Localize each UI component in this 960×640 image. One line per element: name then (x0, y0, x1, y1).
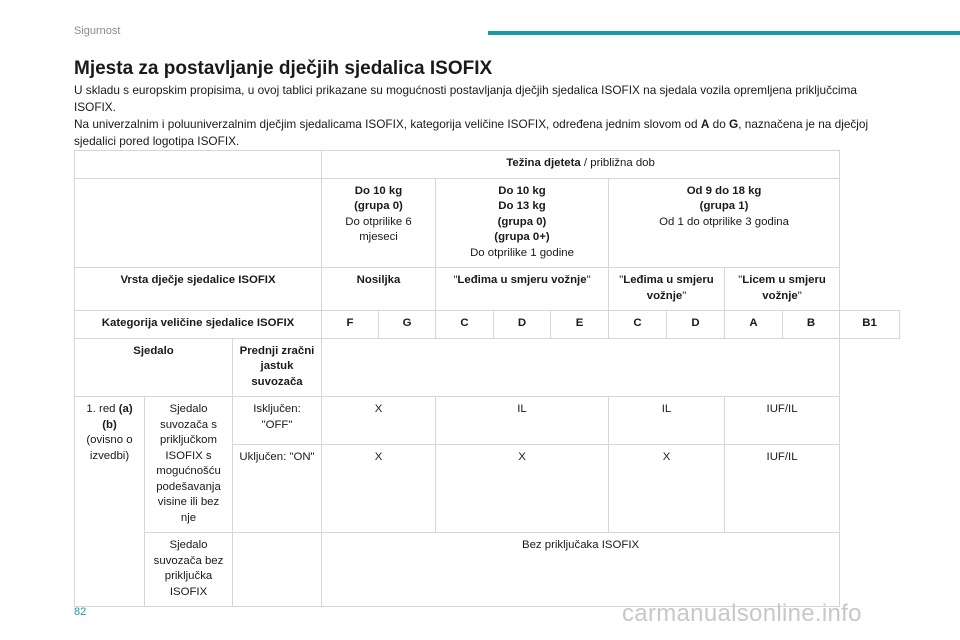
size-label: Kategorija veličine sjedalice ISOFIX (75, 311, 322, 339)
value-cell: X (609, 445, 725, 533)
note-a: (a) (118, 403, 133, 415)
table-row (75, 397, 900, 445)
page-title: Mjesta za postavljanje dječjih sjedalica ISOFIX (74, 58, 493, 79)
value-cell: IL (436, 397, 609, 445)
value-cell: X (322, 397, 436, 445)
group-cell-1 (436, 178, 609, 268)
value-cell: X (322, 445, 436, 533)
airbag-label: Prednji zračni jastuk suvozača (233, 338, 322, 397)
intro-p2-text: , naznačena je na dječjoj sjedalici pored logotipa ISOFIX. (74, 117, 869, 148)
size-cell: D (667, 311, 725, 339)
passenger-seat-isofix: Sjedalo suvozača s priključkom ISOFIX s mogućnošću podešavanja visine ili bez nje (145, 397, 233, 533)
group-name: (grupa 0) (497, 215, 547, 228)
letter-a: A (700, 117, 710, 131)
table-row (75, 268, 900, 311)
size-cell: A (725, 311, 783, 339)
type-label: Vrsta dječje sjedalice ISOFIX (75, 268, 322, 311)
type-cell: "Leđima u smjeru vožnje" (436, 268, 609, 311)
type-text: Leđima u smjeru vožnje (457, 274, 587, 286)
type-cell: Nosiljka (322, 268, 436, 311)
watermark: carmanualsonline.info (622, 600, 862, 627)
airbag-off: Isključen: "OFF" (233, 397, 322, 445)
empty-cell (75, 151, 322, 179)
no-isofix-cell: Bez priključaka ISOFIX (322, 533, 840, 607)
weight-header-rest: / približna dob (580, 157, 655, 169)
table-row (75, 151, 900, 179)
group-name: (grupa 1) (699, 200, 749, 212)
value-cell: IUF/IL (725, 445, 840, 533)
row1-variant-note: (ovisno o izvedbi) (86, 434, 133, 462)
row1-label: 1. red (86, 403, 119, 415)
airbag-on: Uključen: "ON" (233, 445, 322, 533)
passenger-seat-no-isofix: Sjedalo suvozača bez priključka ISOFIX (145, 533, 233, 607)
intro-p2-text: do (709, 117, 730, 131)
page-number: 82 (74, 606, 87, 618)
size-cell: C (436, 311, 494, 339)
size-cell: C (609, 311, 667, 339)
type-text: Licem u smjeru vožnje (742, 274, 826, 302)
size-cell: E (551, 311, 609, 339)
letter-g: G (729, 117, 739, 131)
group-name: (grupa 0) (354, 200, 403, 212)
size-cell: G (379, 311, 436, 339)
weight-header (322, 151, 840, 179)
intro-paragraph-1: U skladu s europskim propisima, u ovoj tablici prikazane su mogućnosti postavljanja dječjih sjedalica ISOFIX na sjedala vozila opremljena priključcima ISOFIX. (74, 83, 857, 114)
size-cell: F (322, 311, 379, 339)
group-weight: Do 10 kg (354, 184, 403, 197)
group-cell-2 (609, 178, 840, 268)
weight-header-bold: Težina djeteta (506, 157, 581, 169)
group-weight: Do 10 kg (498, 184, 546, 197)
section-header: Sigurnost (74, 25, 121, 37)
header-accent-bar (488, 31, 960, 35)
value-cell: IUF/IL (725, 397, 840, 445)
size-cell: B1 (840, 311, 900, 339)
empty-cell (75, 178, 322, 268)
value-cell: IL (609, 397, 725, 445)
type-text: Leđima u smjeru vožnje (623, 274, 714, 302)
size-cell: D (494, 311, 551, 339)
group-age: Do otprilike 1 godine (470, 246, 574, 259)
table-row (75, 311, 900, 339)
table-row (75, 533, 900, 607)
seat-label: Sjedalo (75, 338, 233, 397)
intro-p2-text: Na univerzalnim i poluuniverzalnim dječjim sjedalicama ISOFIX, kategorija veličine ISOFIX, određena jednim slovom od (74, 117, 701, 131)
group-age: Do otprilike 6 (345, 215, 412, 228)
group-weight: Do 13 kg (498, 200, 546, 212)
intro-paragraph-2 (74, 116, 894, 150)
row1-seat-cell (75, 397, 145, 607)
isofix-table (74, 150, 900, 607)
table-row (75, 338, 900, 397)
value-cell: X (436, 445, 609, 533)
table-row (75, 178, 900, 268)
group-weight: Od 9 do 18 kg (686, 184, 762, 197)
group-age: Od 1 do otprilike 3 godina (659, 215, 789, 228)
group-age: mjeseci (359, 231, 398, 243)
type-cell: "Leđima u smjeru vožnje" (609, 268, 725, 311)
note-b: (b) (102, 418, 117, 431)
empty-cell (233, 533, 322, 607)
group-cell-0 (322, 178, 436, 268)
intro-text (74, 82, 894, 150)
empty-cell (322, 338, 840, 397)
group-name: (grupa 0+) (494, 231, 550, 243)
type-cell: "Licem u smjeru vožnje" (725, 268, 840, 311)
size-cell: B (783, 311, 840, 339)
